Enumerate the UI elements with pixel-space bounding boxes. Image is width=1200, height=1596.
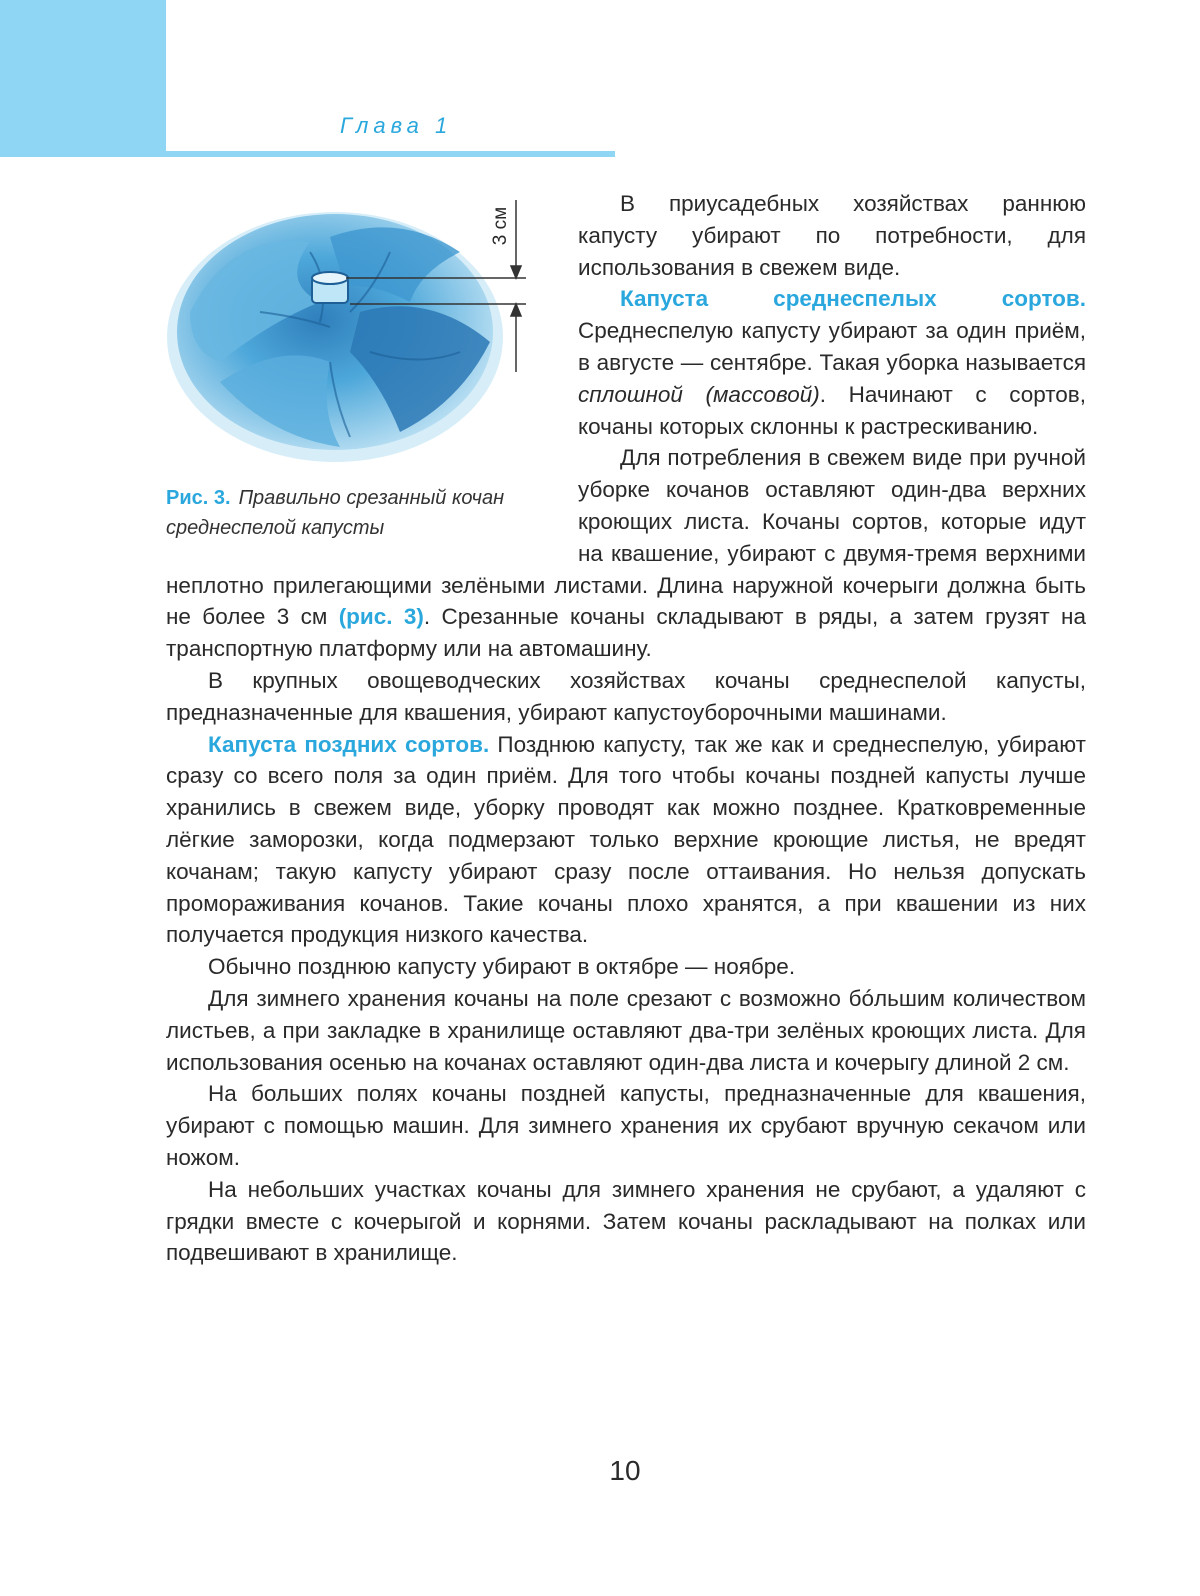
paragraph-text: На небольших участках кочаны для зимнего хранения не срубают, а удаляют с грядки вместе с кочерыгой и корнями. Затем кочаны раскладывают на полках или подвешивают в хранилище. <box>166 1176 1086 1266</box>
paragraph <box>166 729 1086 952</box>
figure-float-space <box>166 188 578 558</box>
emphasis-term: сплошной (массовой) <box>578 381 820 407</box>
paragraph <box>166 665 1086 729</box>
paragraph-text: В крупных овощеводческих хозяйствах кочаны среднеспелой капусты, предназначенные для квашения, убирают капустоуборочными машинами. <box>166 667 1086 725</box>
paragraph <box>166 1078 1086 1173</box>
paragraph-text: На больших полях кочаны поздней капусты, предназначенные для квашения, убирают с помощью машин. Для зимнего хранения их срубают вручную секачом или ножом. <box>166 1081 1086 1170</box>
figure-reference: (рис. 3) <box>338 604 424 630</box>
paragraph-text: . Срезанные кочаны складывают в ряды, а затем грузят на транспортную платформу или на автомашину. <box>166 604 1086 662</box>
paragraph-text: Среднеспелую капусту убирают за один приём, в августе — сентябре. Такая уборка называется <box>578 318 1086 375</box>
paragraph-text: Для потребления в свежем виде при ручной уборке кочанов оставляют один-два верхних кроющих листа. Кочаны сортов, которые идут на квашение, убирают с двумя-тремя верхними неплотно прилегающими зелёными листами. Длина наружной кочерыги должна быть не более 3 см <box>166 445 1086 630</box>
main-text <box>166 188 1086 1269</box>
paragraph-text: Позднюю капусту, так же как и среднеспелую, убирают сразу со всего поля за один приём. Для того чтобы кочаны поздней капусты лучше хранились в свежем виде, уборку проводят как можно позднее. Кратковременные лёгкие заморозки, когда подмерзают только верхние кроющие листья, не вредят кочанам; такую капусту убирают сразу после оттаивания. Но нельзя допускать промораживания кочанов. Такие кочаны плохо хранятся, а при квашении из них получается продукция низкого качества. <box>166 731 1086 948</box>
section-heading-midseason: Капуста среднеспелых сортов. <box>620 286 1086 312</box>
dimension-label: 3 см <box>490 206 511 246</box>
chapter-title: Глава 1 <box>340 113 453 138</box>
paragraph-text: Для зимнего хранения кочаны на поле срезают с возможно бóльшим количеством листьев, а при закладке в хранилище оставляют два-три зелёных кроющих листа. Для использования осенью на кочанах оставляют один-два листа и кочерыгу длиной 2 см. <box>166 985 1086 1075</box>
paragraph <box>166 1174 1086 1269</box>
paragraph <box>166 951 1086 983</box>
paragraph <box>166 983 1086 1078</box>
chapter-color-block <box>0 0 166 157</box>
section-heading-late: Капуста поздних сортов. <box>208 731 490 757</box>
chapter-header-rule <box>166 151 615 157</box>
paragraph-text: В приусадебных хозяйствах раннюю капусту убирают по потребности, для использования в свежем виде. <box>578 191 1086 280</box>
paragraph-text: Обычно позднюю капусту убирают в октябре — ноябре. <box>208 954 796 980</box>
paragraph-text: . Начинают с сортов, кочаны которых склонны к растрескиванию. <box>578 381 1086 439</box>
figure-caption-text: Правильно срезанный кочан среднеспелой капусты <box>166 487 505 539</box>
page-number: 10 <box>609 1455 641 1486</box>
figure-caption-ref: Рис. 3. <box>166 487 231 509</box>
